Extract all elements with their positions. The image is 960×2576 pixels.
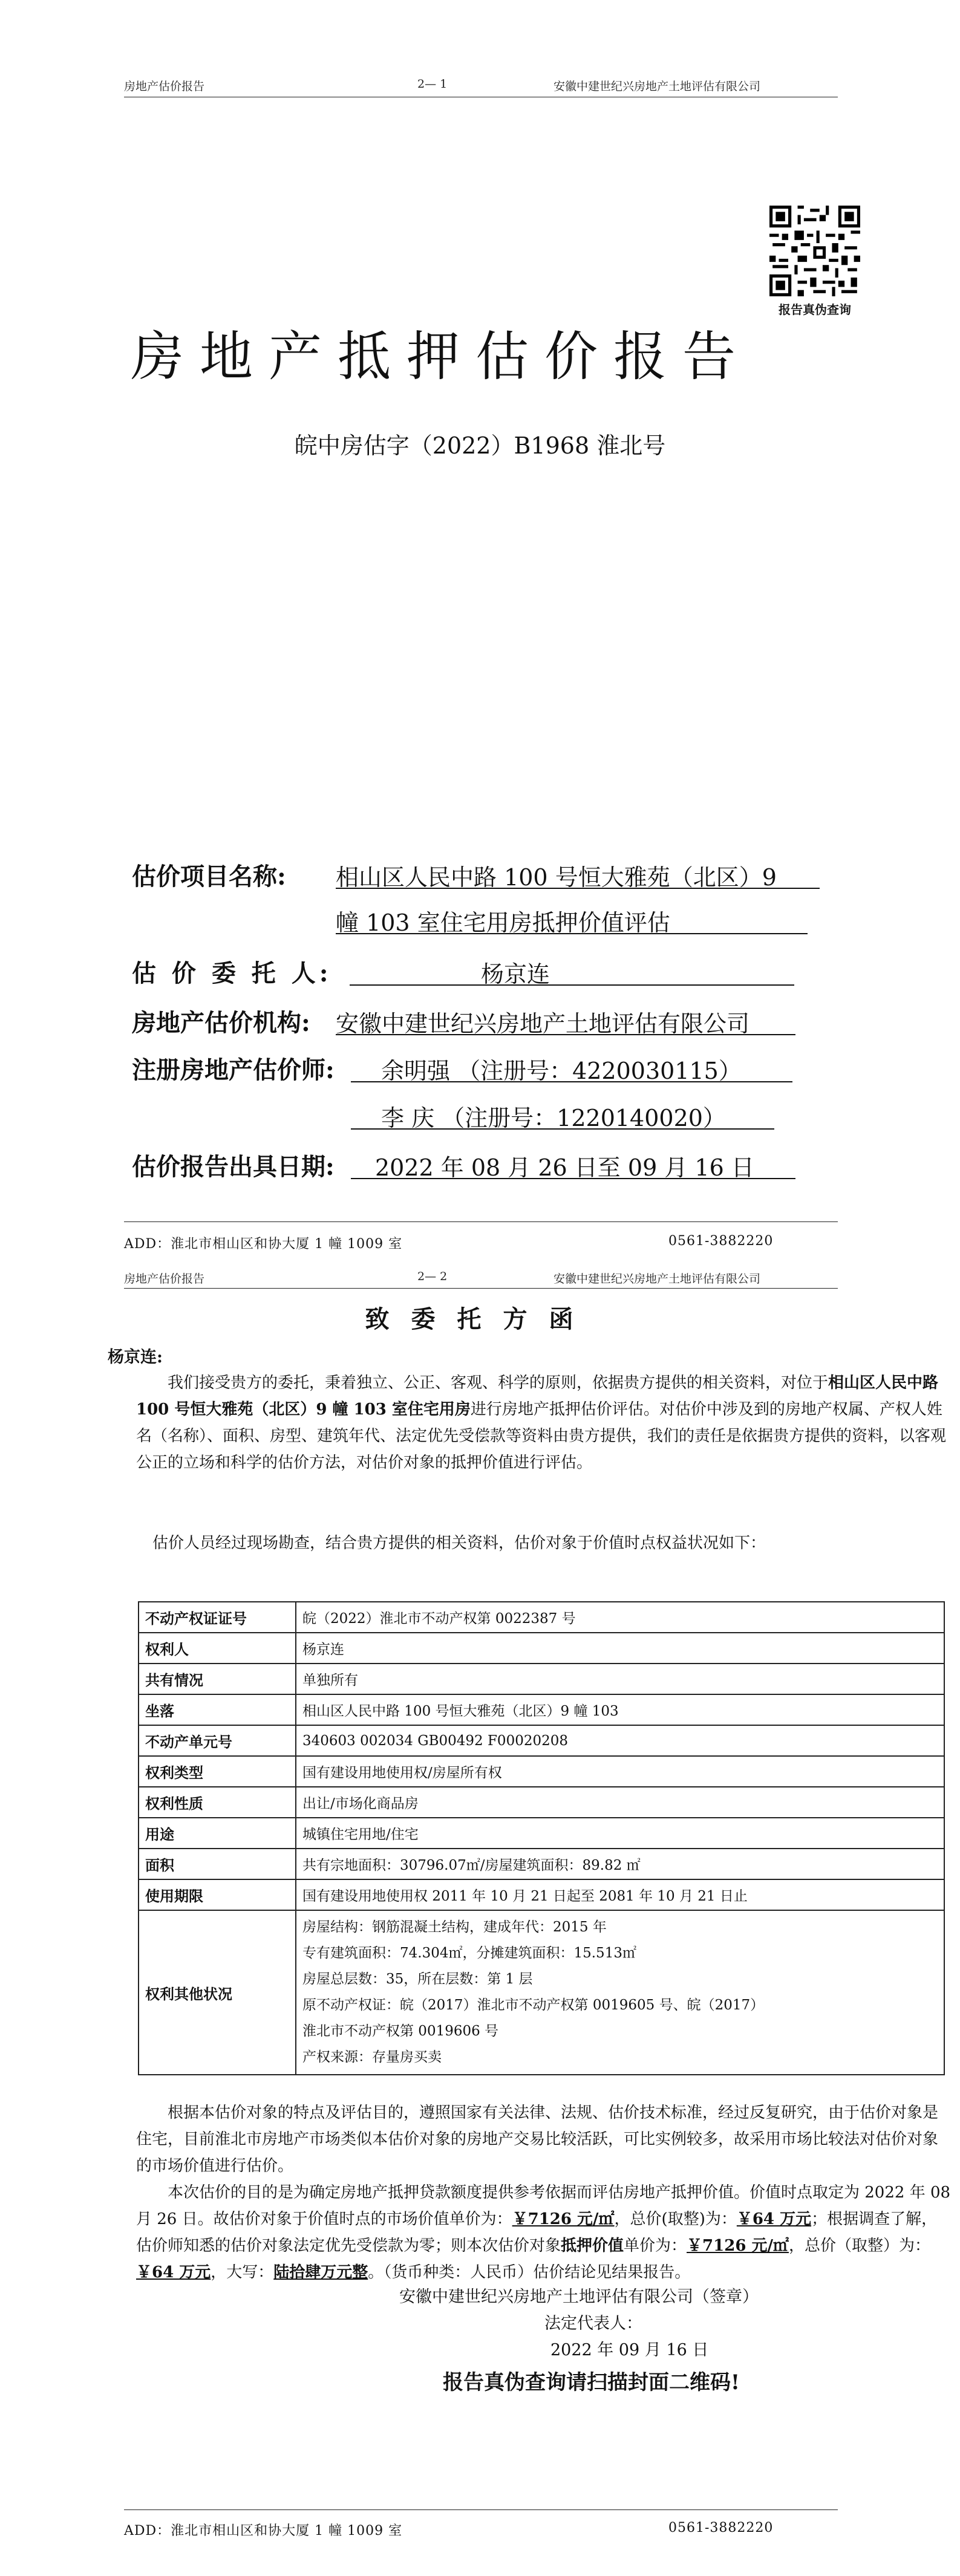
signature-company: 安徽中建世纪兴房地产土地评估有限公司（签章）	[399, 2288, 759, 2306]
share-value: 单独所有	[296, 1664, 944, 1694]
other-line: 房屋结构：钢筋混凝土结构，建成年代：2015 年	[302, 1919, 607, 1935]
verification-note: 报告真伪查询请扫描封面二维码!	[443, 2370, 740, 2395]
right-type-value: 国有建设用地使用权/房屋所有权	[296, 1756, 944, 1787]
date-underline	[351, 1178, 795, 1179]
mortgage-unit-price: ￥7126 元/㎡	[687, 2237, 789, 2255]
date-value: 2022 年 08 月 26 日至 09 月 16 日	[375, 1154, 754, 1181]
right-nature-value: 出让/市场化商品房	[296, 1787, 944, 1818]
header-right: 安徽中建世纪兴房地产土地评估有限公司	[553, 80, 761, 93]
cert-value: 皖（2022）淮北市不动产权第 0022387 号	[296, 1602, 944, 1633]
header-page-number: 2— 2	[417, 1270, 448, 1283]
unit-value: 340603 002034 GB00492 F00020208	[296, 1725, 944, 1756]
table-row	[139, 1725, 944, 1756]
term-value: 国有建设用地使用权 2011 年 10 月 21 日起至 2081 年 10 月 21 日止	[296, 1879, 944, 1910]
footer-rule	[124, 1221, 838, 1222]
right-nature-label: 权利性质	[139, 1787, 296, 1818]
use-label: 用途	[139, 1818, 296, 1849]
unit-label: 不动产单元号	[139, 1725, 296, 1756]
signature-representative: 法定代表人：	[544, 2314, 642, 2333]
qr-caption: 报告真伪查询	[779, 302, 851, 317]
purpose-text-f: ，大写：	[211, 2263, 274, 2282]
purpose-text-c: ；根据调查了解，估价师知悉的估价对象法定优先受偿款为零；则本次估价对象	[136, 2210, 938, 2255]
table-row	[139, 1849, 944, 1879]
client-underline	[350, 984, 794, 986]
other-line: 房屋总层数：35，所在层数：第 1 层	[302, 1971, 533, 1987]
rights-table	[138, 1601, 945, 2075]
survey-paragraph: 估价人员经过现场勘查，结合贵方提供的相关资料，估价对象于价值时点权益状况如下：	[152, 1534, 766, 1552]
other-status-label: 权利其他状况	[139, 1910, 296, 2075]
footer-phone: 0561-3882220	[668, 2520, 774, 2535]
purpose-text-d: 单价为：	[624, 2237, 687, 2255]
date-label: 估价报告出具日期:	[132, 1153, 335, 1181]
purpose-text-e: ，总价（取整）为：	[788, 2237, 930, 2255]
table-row	[139, 1787, 944, 1818]
footer-address: ADD：淮北市相山区和协大厦 1 幢 1009 室	[124, 1237, 403, 1252]
header-right: 安徽中建世纪兴房地产土地评估有限公司	[553, 1272, 761, 1286]
client-label: 估 价 委 托 人:	[132, 959, 332, 987]
price-in-words: 陆拾肆万元整	[273, 2263, 368, 2282]
share-label: 共有情况	[139, 1664, 296, 1694]
table-row	[139, 1633, 944, 1664]
mortgage-total-price: ￥64 万元	[136, 2263, 211, 2282]
table-row	[139, 1910, 944, 2075]
other-line: 原不动产权证：皖（2017）淮北市不动产权第 0019605 号、皖（2017）	[302, 1997, 765, 2013]
project-underline-2	[336, 933, 808, 934]
header-left: 房地产估价报告	[124, 1272, 205, 1286]
table-row	[139, 1664, 944, 1694]
right-type-label: 权利类型	[139, 1756, 296, 1787]
client-value: 杨京连	[481, 961, 550, 987]
purpose-text-g: 。（货币种类：人民币）估价结论见结果报告。	[368, 2263, 691, 2282]
table-row	[139, 1694, 944, 1725]
footer-address: ADD：淮北市相山区和协大厦 1 幢 1009 室	[124, 2523, 403, 2539]
total-price: ￥64 万元	[736, 2210, 812, 2228]
table-row	[139, 1818, 944, 1849]
project-label: 估价项目名称:	[132, 862, 286, 891]
salutation: 杨京连:	[108, 1348, 163, 1367]
appraiser-label: 注册房地产估价师:	[132, 1056, 335, 1084]
agency-underline	[336, 1034, 795, 1035]
project-value-line1: 相山区人民中路 100 号恒大雅苑（北区）9	[336, 864, 777, 891]
footer-rule	[124, 2509, 838, 2510]
other-status-value	[296, 1910, 944, 2075]
table-row	[139, 1602, 944, 1633]
area-value: 共有宗地面积：30796.07㎡/房屋建筑面积：89.82 ㎡	[296, 1849, 944, 1879]
intro-text-a: 我们接受贵方的委托，秉着独立、公正、客观、科学的原则，依据贵方提供的相关资料，对位于	[168, 1374, 829, 1392]
use-value: 城镇住宅用地/住宅	[296, 1818, 944, 1849]
unit-price: ￥7126 元/㎡	[512, 2210, 615, 2228]
appraiser-1-underline	[351, 1081, 792, 1082]
appraiser-2: 李 庆 （注册号：1220140020）	[381, 1105, 726, 1131]
other-line: 产权来源：存量房买卖	[302, 2049, 442, 2065]
header-page-number: 2— 1	[417, 77, 448, 91]
letter-title: 致委托方函	[365, 1305, 595, 1333]
term-label: 使用期限	[139, 1879, 296, 1910]
other-line: 专有建筑面积：74.304㎡，分摊建筑面积：15.513㎡	[302, 1945, 636, 1961]
agency-value: 安徽中建世纪兴房地产土地评估有限公司	[336, 1010, 750, 1037]
appraiser-1: 余明强 （注册号：4220030115）	[381, 1058, 742, 1084]
header-rule	[124, 1288, 838, 1289]
project-value-line2: 幢 103 室住宅用房抵押价值评估	[336, 909, 670, 936]
appraiser-2-underline	[351, 1128, 774, 1130]
purpose-text-a: 本次估价的目的是为确定房地产抵押贷款额度提供参考依据而评估房地产抵押价值。价值时点取定为 2022 年 08 月 26 日。故估价对象于价值时点的市场价值单价为：	[136, 2184, 951, 2228]
purpose-paragraph	[136, 2179, 953, 2286]
table-row	[139, 1756, 944, 1787]
mortgage-value-label: 抵押价值	[561, 2237, 624, 2255]
document-number: 皖中房估字（2022）B1968 淮北号	[294, 432, 666, 459]
project-underline-1	[336, 888, 820, 889]
signature-date: 2022 年 09 月 16 日	[550, 2341, 709, 2360]
owner-value: 杨京连	[296, 1633, 944, 1664]
cert-label: 不动产权证证号	[139, 1602, 296, 1633]
owner-label: 权利人	[139, 1633, 296, 1664]
purpose-text-b: ，总价(取整)为：	[614, 2210, 737, 2228]
qr-code-icon	[769, 206, 860, 296]
agency-label: 房地产估价机构:	[132, 1009, 310, 1037]
intro-paragraph	[136, 1370, 953, 1476]
location-label: 坐落	[139, 1694, 296, 1725]
intro-property: 相山区人民中路 100 号恒大雅苑（北区）9 幢 103 室住宅用房	[136, 1374, 939, 1419]
header-left: 房地产估价报告	[124, 80, 205, 93]
area-label: 面积	[139, 1849, 296, 1879]
other-line: 淮北市不动产权第 0019606 号	[302, 2023, 499, 2039]
method-paragraph: 根据本估价对象的特点及评估目的，遵照国家有关法律、法规、估价技术标准，经过反复研究，由于估价对象是住宅，目前淮北市房地产市场类似本估价对象的房地产交易比较活跃，可比实例较多，故采用市场比较法对估价对象的市场价值进行估价。	[136, 2104, 939, 2175]
report-title: 房地产抵押估价报告	[131, 325, 752, 388]
location-value: 相山区人民中路 100 号恒大雅苑（北区）9 幢 103	[296, 1694, 944, 1725]
table-row	[139, 1879, 944, 1910]
intro-text-b: 进行房地产抵押估价评估。对估价中涉及到的房地产权属、产权人姓名（名称）、面积、房型、建筑年代、法定优先受偿款等资料由贵方提供，我们的责任是依据贵方提供的资料，以客观公正的立场和科学的估价方法，对估价对象的抵押价值进行评估。	[136, 1400, 947, 1472]
footer-phone: 0561-3882220	[668, 1234, 774, 1249]
